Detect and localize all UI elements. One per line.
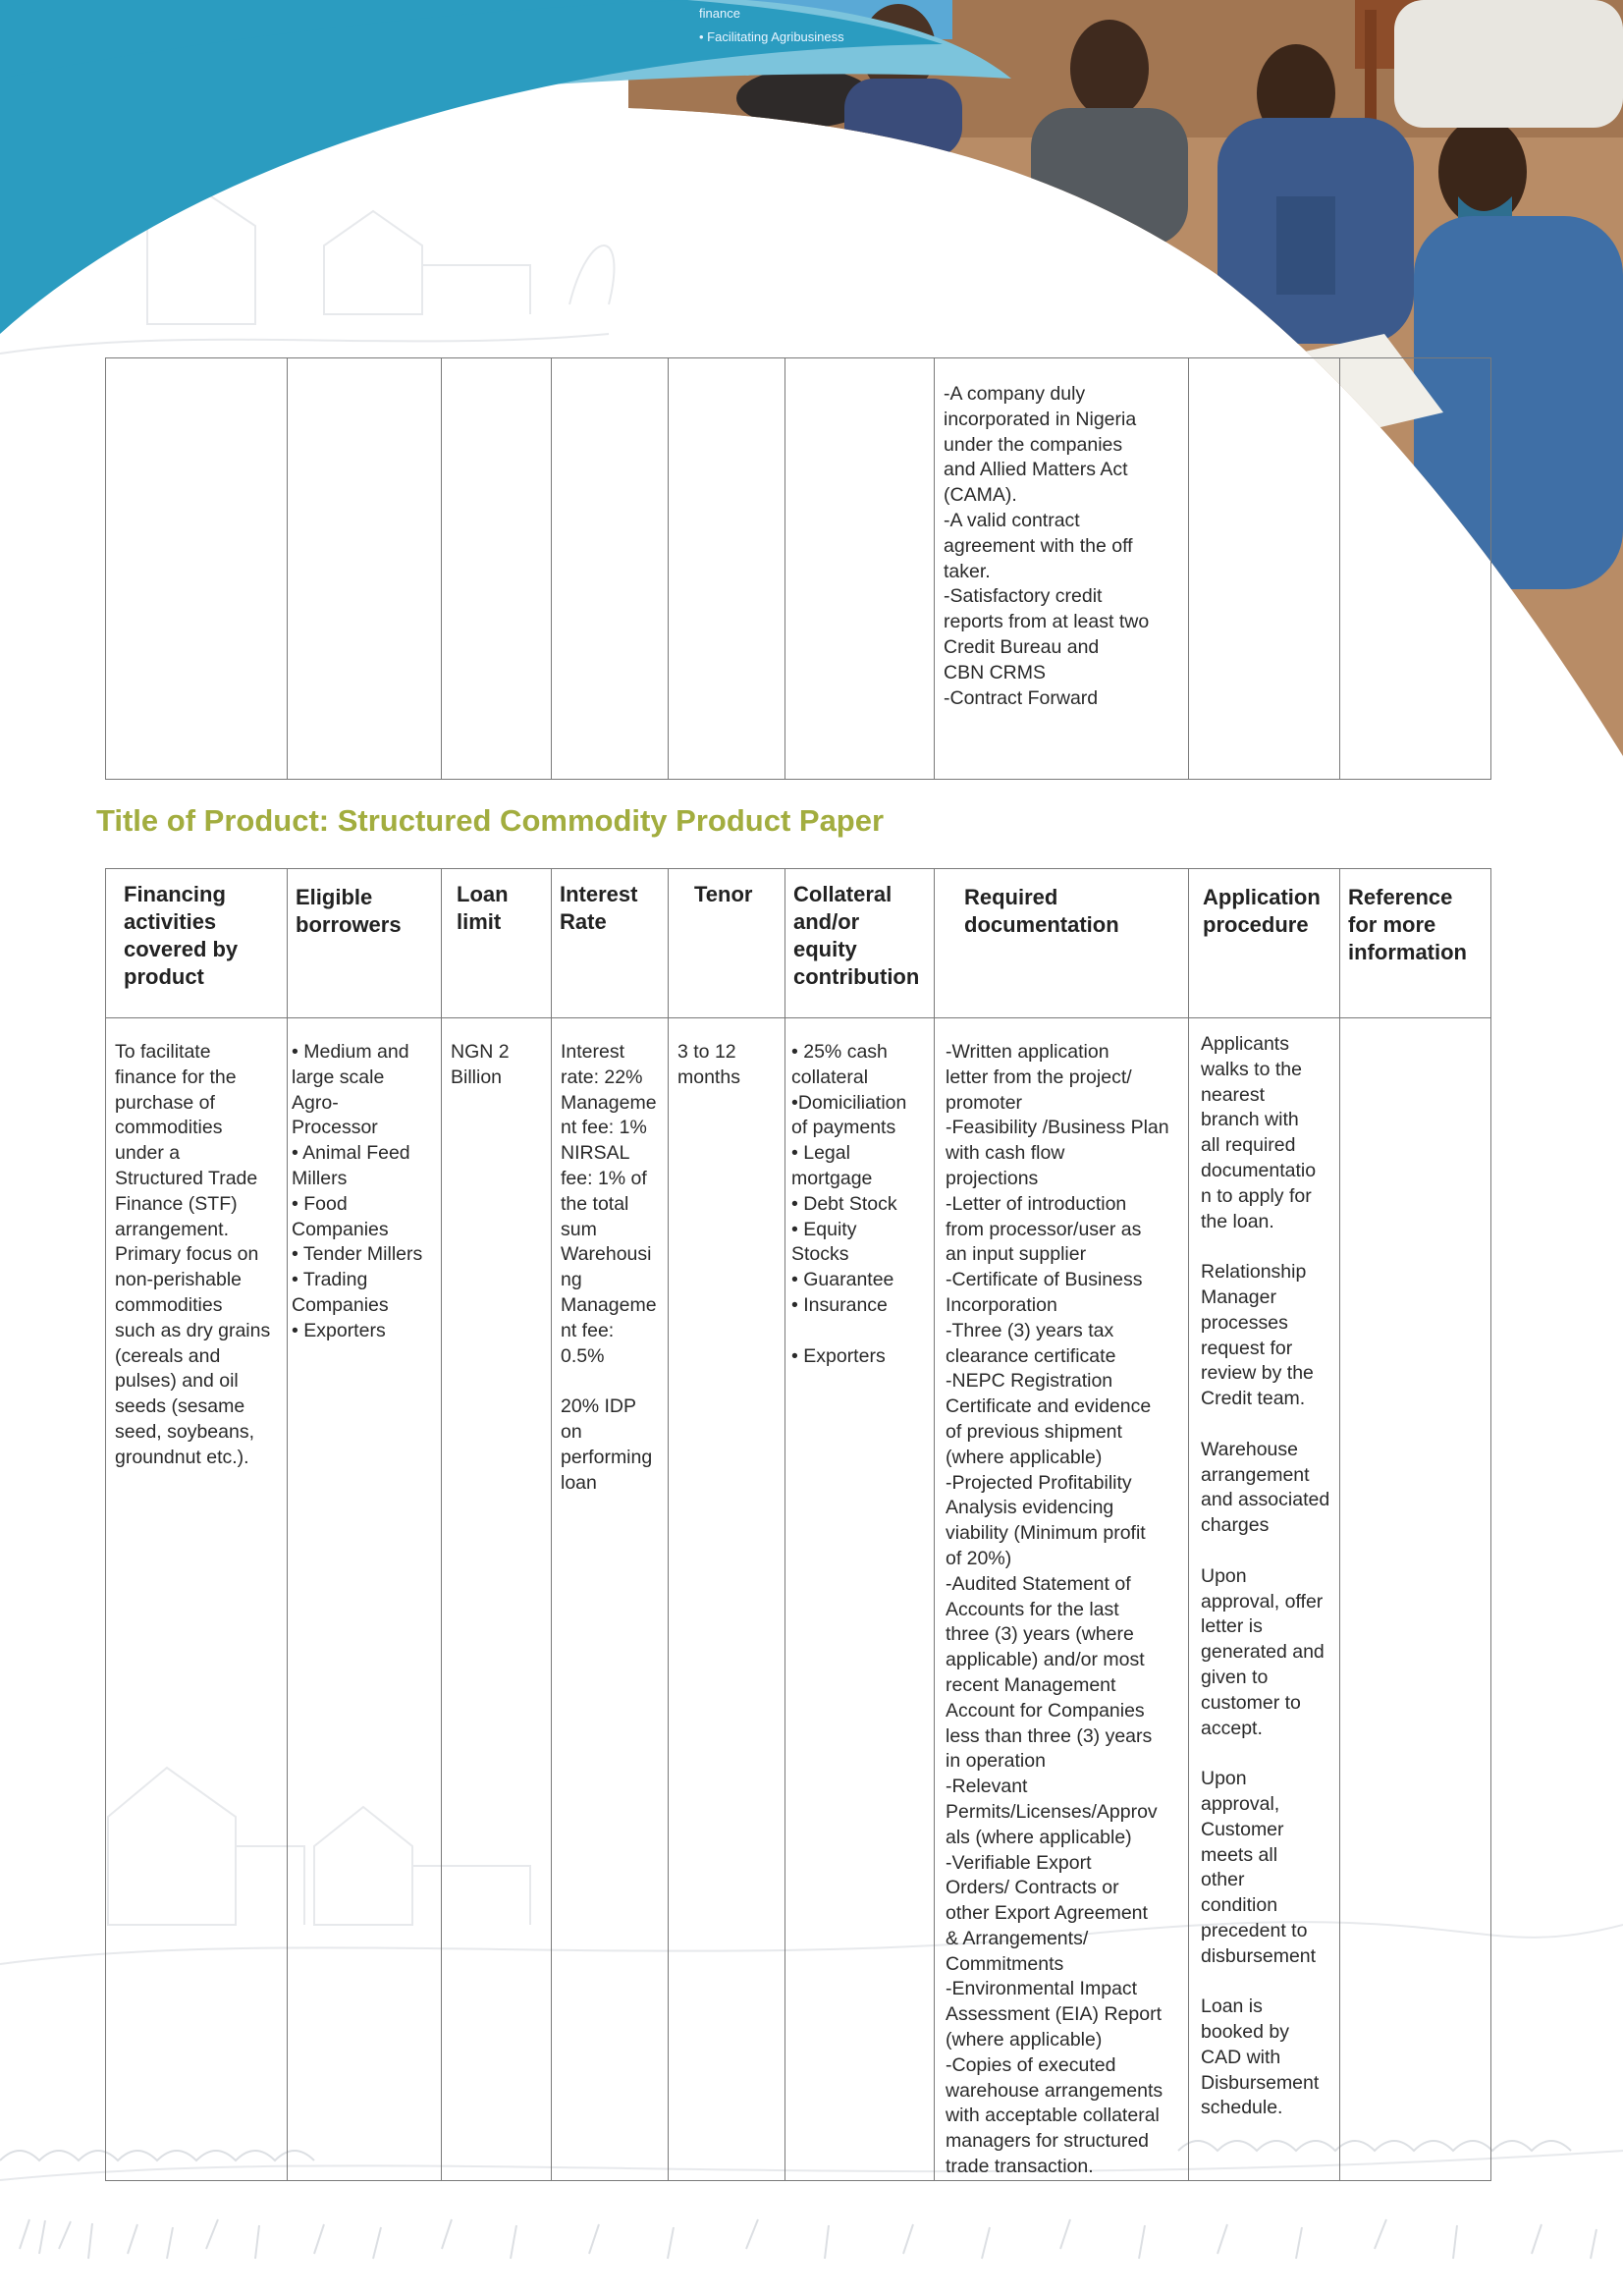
person-head [1070, 20, 1149, 118]
table-cell [669, 358, 785, 780]
header-required-documentation: Required documentation [935, 869, 1189, 1018]
person-head [1438, 118, 1527, 226]
header-application-procedure: Application procedure [1189, 869, 1340, 1018]
cell-interest-rate: Interest rate: 22% Manageme nt fee: 1% NIRSAL fee: 1% of the total sum Warehousi ng Manageme nt fee: 0.5% 20% IDP on performing loan [552, 1018, 669, 2181]
table-row [106, 358, 1491, 780]
table-cell [106, 358, 288, 780]
table-row [106, 1018, 1491, 2181]
documentation-continued: -A company duly incorporated in Nigeria under the companies and Allied Matters Act (CAMA). -A valid contract agreement with the off taker. -Satisfactory credit reports from at least two Credit Bureau and CBN CRMS -Contract Forward [944, 383, 1150, 709]
cell-collateral: • 25% cash collateral •Domiciliation of payments • Legal mortgage • Debt Stock • Equity Stocks • Guarantee • Insurance • Exporters [785, 1018, 935, 2181]
table-cell [552, 358, 669, 780]
header-loan-limit: Loan limit [442, 869, 552, 1018]
table-cell [1189, 358, 1340, 780]
cell-reference [1340, 1018, 1491, 2181]
banner-line: finance [699, 6, 740, 21]
cell-financing-activities: To facilitate finance for the purchase of commodities under a Structured Trade Finance (STF) arrangement. Primary focus on non-perishable commodities such as dry grains (cereals and pulses) and oil seeds (sesame seed, soybeans, groundnut etc.). [106, 1018, 288, 2181]
cell-application-procedure: Applicants walks to the nearest branch with all required documentatio n to apply for the loan. Relationship Manager processes request for review by the Credit team. Warehouse arrangement and associated charges Upon approval, offer letter is generated and given to customer to accept. Upon approval, Customer meets all other condition precedent to disbursement Loan is booked by CAD with Disbursement schedule. [1189, 1018, 1340, 2181]
table-cell [442, 358, 552, 780]
header-reference: Reference for more information [1340, 869, 1491, 1018]
cell-tenor: 3 to 12 months [669, 1018, 785, 2181]
table-header-row [106, 869, 1491, 1018]
banner-caption [699, 2, 844, 49]
table-cell [1340, 358, 1491, 780]
banner-line: • Facilitating Agribusiness [699, 29, 844, 44]
table-cell [288, 358, 442, 780]
header-interest-rate: Interest Rate [552, 869, 669, 1018]
table-cell [935, 358, 1189, 780]
header-tenor: Tenor [669, 869, 785, 1018]
table-cell [785, 358, 935, 780]
cell-eligible-borrowers: • Medium and large scale Agro- Processor • Animal Feed Millers • Food Companies • Tender Millers • Trading Companies • Exporters [288, 1018, 442, 2181]
product-title: Title of Product: Structured Commodity Product Paper [96, 803, 885, 838]
continued-table [105, 357, 1491, 780]
header-eligible-borrowers: Eligible borrowers [288, 869, 442, 1018]
header-collateral: Collateral and/or equity contribution [785, 869, 935, 1018]
header-financing-activities: Financing activities covered by product [106, 869, 288, 1018]
cell-loan-limit: NGN 2 Billion [442, 1018, 552, 2181]
product-table [105, 868, 1491, 2181]
cell-required-documentation: -Written application letter from the project/ promoter -Feasibility /Business Plan with cash flow projections -Letter of introduction from processor/user as an input supplier -Certificate of Business Incorporation -Three (3) years tax clearance certificate -NEPC Registration Certificate and evidence of previous shipment (where applicable) -Projected Profitability Analysis evidencing viability (Minimum profit of 20%) -Audited Statement of Accounts for the last three (3) years (where applicable) and/or most recent Management Account for Companies less than three (3) years in operation -Relevant Permits/Licenses/Approv als (where applicable) -Verifiable Export Orders/ Contracts or other Export Agreement & Arrangements/ Commitments -Environmental Impact Assessment (EIA) Report (where applicable) -Copies of executed warehouse arrangements with acceptable collateral managers for structured trade transaction. [935, 1018, 1189, 2181]
